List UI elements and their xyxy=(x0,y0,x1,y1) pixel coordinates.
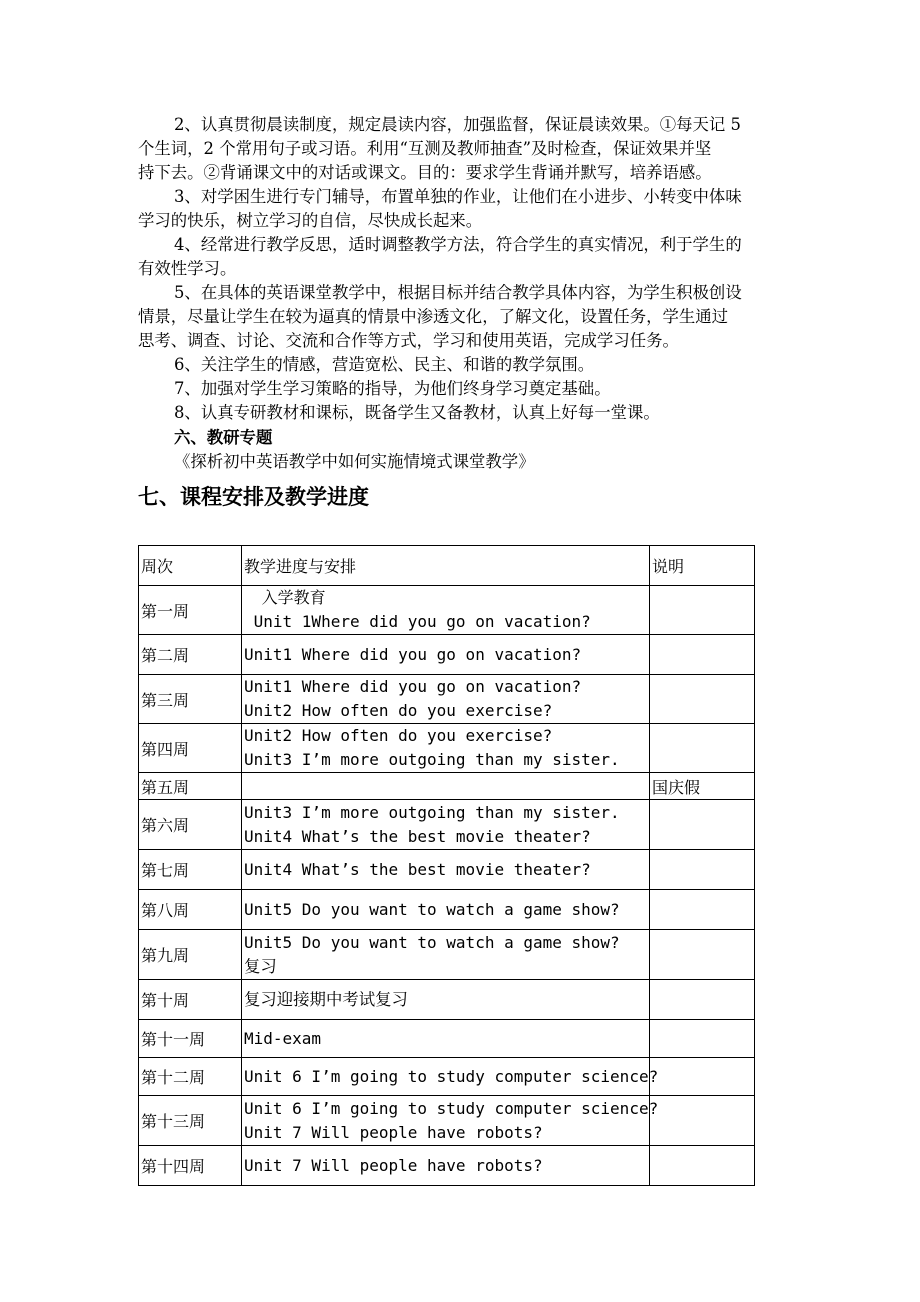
note-cell xyxy=(650,800,755,850)
research-topic: 《探析初中英语教学中如何实施情境式课堂教学》 xyxy=(174,452,535,471)
content-line: 复习 xyxy=(244,956,277,976)
paragraph-line: 情景，尽量让学生在较为逼真的情景中渗透文化，了解文化，设置任务，学生通过 xyxy=(138,306,729,326)
content-line: Unit 6 I’m going to study computer science? xyxy=(244,1098,659,1118)
week-cell: 第六周 xyxy=(139,800,242,850)
table-row xyxy=(139,930,755,980)
note-cell xyxy=(650,890,755,930)
content-line: Unit1 Where did you go on vacation? xyxy=(244,644,582,664)
note-cell xyxy=(650,635,755,675)
week-cell: 第五周 xyxy=(139,773,242,800)
week-cell: 第十一周 xyxy=(139,1020,242,1058)
table-row xyxy=(139,890,755,930)
content-cell xyxy=(242,800,650,850)
content-line: Unit3 I’m more outgoing than my sister. xyxy=(244,802,620,822)
content-cell xyxy=(242,1146,650,1186)
content-line: Unit 7 Will people have robots? xyxy=(244,1122,543,1142)
table-row xyxy=(139,635,755,675)
paragraph-line: 2、认真贯彻晨读制度，规定晨读内容，加强监督，保证晨读效果。①每天记 5 xyxy=(174,115,741,134)
content-cell xyxy=(242,1058,659,1096)
table-row xyxy=(139,1146,755,1186)
paragraph-line: 思考、调查、讨论、交流和合作等方式，学习和使用英语，完成学习任务。 xyxy=(138,330,679,350)
paragraph-line: 个生词，2 个常用句子或习语。利用“互测及教师抽查”及时检查，保证效果并坚 xyxy=(138,138,712,158)
note-cell xyxy=(650,980,755,1020)
content-line: Unit 6 I’m going to study computer science? xyxy=(244,1066,659,1086)
content-line: Unit2 How often do you exercise? xyxy=(244,701,553,720)
paragraph-line: 6、关注学生的情感，营造宽松、民主、和谐的教学氛围。 xyxy=(174,355,595,374)
table-row xyxy=(139,850,755,890)
paragraph-2 xyxy=(138,113,814,184)
week-cell: 第三周 xyxy=(139,675,242,724)
content-line: 入学教育 xyxy=(252,588,326,607)
header-content: 教学进度与安排 xyxy=(242,546,650,586)
week-cell: 第十三周 xyxy=(139,1096,242,1146)
content-cell xyxy=(242,1020,650,1058)
paragraph-4 xyxy=(138,233,814,281)
table-row xyxy=(139,773,755,800)
content-cell xyxy=(242,930,650,980)
content-line: Unit4 What’s the best movie theater? xyxy=(244,859,591,879)
table-row xyxy=(139,1020,755,1058)
note-cell xyxy=(650,724,755,773)
paragraph-line: 持下去。②背诵课文中的对话或课文。目的：要求学生背诵并默写，培养语感。 xyxy=(138,162,712,182)
content-line: Unit2 How often do you exercise? xyxy=(244,726,553,745)
week-cell: 第八周 xyxy=(139,890,242,930)
table-header-row xyxy=(139,546,755,586)
paragraph-line: 4、经常进行教学反思，适时调整教学方法，符合学生的真实情况，利于学生的 xyxy=(174,235,742,254)
table-row xyxy=(139,586,755,635)
table-row xyxy=(139,675,755,724)
paragraph-line: 学习的快乐，树立学习的自信，尽快成长起来。 xyxy=(138,210,483,230)
paragraph-line: 5、在具体的英语课堂教学中，根据目标并结合教学具体内容，为学生积极创设 xyxy=(174,283,742,302)
content-line: Unit5 Do you want to watch a game show? xyxy=(244,899,620,919)
week-cell: 第二周 xyxy=(139,635,242,675)
paragraph-line: 有效性学习。 xyxy=(138,258,237,278)
table-row xyxy=(139,1096,755,1146)
content-line: Unit 7 Will people have robots? xyxy=(244,1155,543,1175)
content-line: Unit4 What’s the best movie theater? xyxy=(244,826,591,846)
paragraph-line: 3、对学困生进行专门辅导，布置单独的作业，让他们在小进步、小转变中体味 xyxy=(174,187,742,206)
research-heading: 六、教研专题 xyxy=(174,428,273,447)
header-note: 说明 xyxy=(650,546,755,586)
content-cell xyxy=(242,675,650,724)
header-week: 周次 xyxy=(139,546,242,586)
paragraph-8 xyxy=(138,401,814,425)
content-cell xyxy=(242,850,650,890)
content-line: Unit1 Where did you go on vacation? xyxy=(244,677,582,696)
note-cell xyxy=(650,930,755,980)
schedule-table xyxy=(138,545,755,1186)
content-cell xyxy=(242,635,650,675)
week-cell: 第十四周 xyxy=(139,1146,242,1186)
content-cell xyxy=(242,890,650,930)
table-row xyxy=(139,724,755,773)
week-cell: 第七周 xyxy=(139,850,242,890)
content-cell xyxy=(242,1096,659,1146)
paragraph-line: 7、加强对学生学习策略的指导，为他们终身学习奠定基础。 xyxy=(174,379,611,398)
note-cell xyxy=(650,1146,755,1186)
content-line: 复习迎接期中考试复习 xyxy=(244,989,408,1009)
note-cell xyxy=(650,1058,755,1096)
content-line: Unit5 Do you want to watch a game show? xyxy=(244,932,620,952)
paragraph-7 xyxy=(138,377,814,401)
note-cell xyxy=(650,1020,755,1058)
paragraph-5 xyxy=(138,281,814,352)
paragraph-line: 8、认真专研教材和课标，既备学生又备教材，认真上好每一堂课。 xyxy=(174,403,660,422)
content-cell xyxy=(242,773,650,800)
note-cell xyxy=(650,1096,755,1146)
note-cell xyxy=(650,675,755,724)
table-row xyxy=(139,980,755,1020)
content-cell xyxy=(242,980,650,1020)
note-cell xyxy=(650,586,755,635)
content-line: Mid-exam xyxy=(244,1028,322,1048)
week-cell: 第一周 xyxy=(139,586,242,635)
section-title: 七、课程安排及教学进度 xyxy=(138,485,369,509)
note-cell: 国庆假 xyxy=(650,773,755,800)
table-row xyxy=(139,800,755,850)
content-line: Unit 1Where did you go on vacation? xyxy=(244,612,591,631)
note-cell xyxy=(650,850,755,890)
week-cell: 第十二周 xyxy=(139,1058,242,1096)
content-cell xyxy=(242,586,650,635)
paragraph-3 xyxy=(138,185,814,233)
table-row xyxy=(139,1058,755,1096)
content-line: Unit3 I’m more outgoing than my sister. xyxy=(244,750,620,769)
week-cell: 第九周 xyxy=(139,930,242,980)
content-cell xyxy=(242,724,650,773)
paragraph-6 xyxy=(138,353,814,377)
week-cell: 第十周 xyxy=(139,980,242,1020)
week-cell: 第四周 xyxy=(139,724,242,773)
